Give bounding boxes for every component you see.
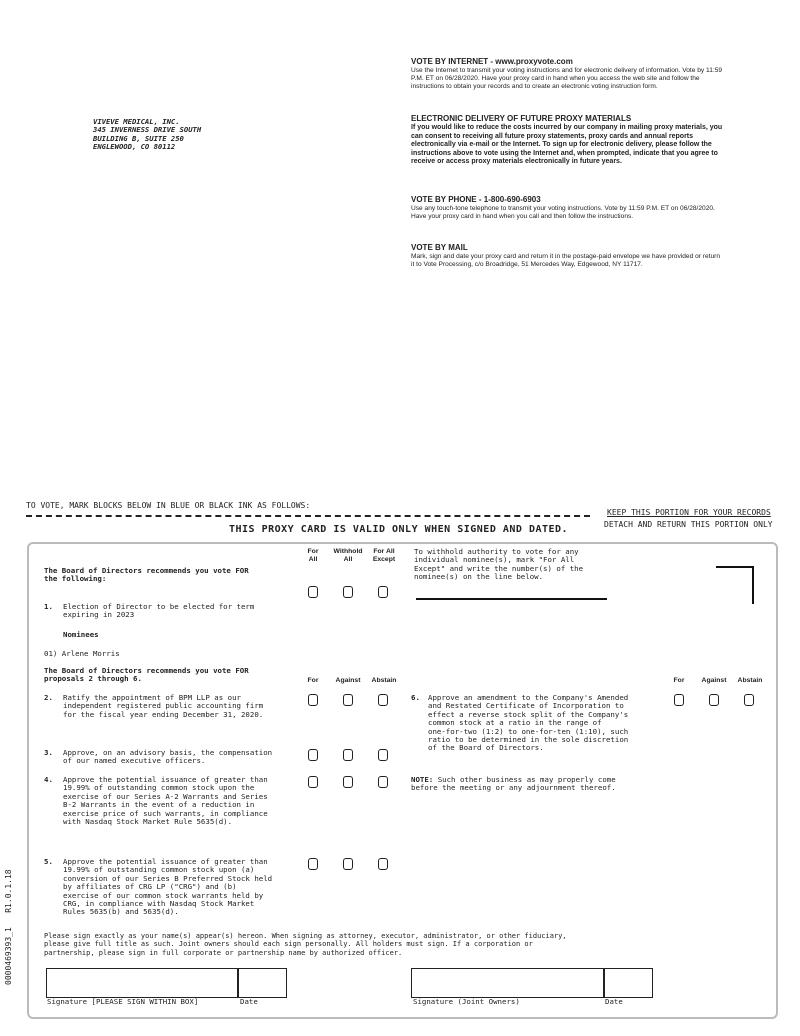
- signature-box[interactable]: [46, 968, 239, 998]
- col-for-right: For: [673, 677, 685, 684]
- item5-text: Approve the potential issuance of greater than 19.99% of outstanding common stock upon (a) conversion of our Series B Preferred Stock held by affiliates of CRG LP ("CRG") and (b) exercise of our common stock warrants held by CRG, in compliance with Nasdaq Stock Market Rules 5635(b) and 5635(d).: [63, 857, 273, 917]
- item1-withhold-all-checkbox[interactable]: [343, 586, 353, 598]
- item3-number: 3.: [44, 748, 53, 757]
- item4-number: 4.: [44, 775, 53, 784]
- internet-heading: VOTE BY INTERNET - www.proxyvote.com: [411, 57, 573, 66]
- item4-against-checkbox[interactable]: [343, 776, 353, 788]
- nominee-01: 01) Arlene Morris: [44, 649, 120, 658]
- item5-abstain-checkbox[interactable]: [378, 858, 388, 870]
- margin-code: 0000469393_1 R1.0.1.18: [4, 869, 13, 985]
- item1-text: Election of Director to be elected for term expiring in 2023: [63, 602, 255, 620]
- mail-heading: VOTE BY MAIL: [411, 243, 468, 252]
- internet-text: Use the Internet to transmit your voting instructions and for electronic delivery of information. Vote by 11:59 P.M. ET on 06/28/2020. Have your proxy card in hand when you access the web site and follow the instructions to obtain your records and to create an electronic voting instruction form.: [411, 67, 723, 91]
- vote-by-internet-section: [411, 57, 723, 92]
- edelivery-heading: ELECTRONIC DELIVERY OF FUTURE PROXY MATERIALS: [411, 114, 632, 123]
- board-recommendation-1: The Board of Directors recommends you vote FOR the following:: [44, 566, 249, 584]
- corner-mark: [716, 566, 754, 604]
- joint-signature-label: Signature (Joint Owners): [413, 997, 520, 1006]
- item1-for-all-except-checkbox[interactable]: [378, 586, 388, 598]
- col-against: Against: [335, 677, 361, 684]
- item4-abstain-checkbox[interactable]: [378, 776, 388, 788]
- detach-line: [26, 515, 590, 517]
- col-abstain-right: Abstain: [737, 677, 763, 684]
- vote-by-phone-section: [411, 195, 723, 221]
- item3-for-checkbox[interactable]: [308, 749, 318, 761]
- item1-number: 1.: [44, 602, 53, 611]
- valid-notice: THIS PROXY CARD IS VALID ONLY WHEN SIGNED AND DATED.: [229, 524, 569, 535]
- col-abstain: Abstain: [371, 677, 397, 684]
- signing-instructions: Please sign exactly as your name(s) appear(s) hereon. When signing as attorney, executor, administrator, or other fiduciary, please give full title as such. Joint owners should each sign personally. All holders must sign. If a corporation or partnership, please sign in full corporate or partnership name by authorized officer.: [44, 932, 567, 957]
- withhold-instructions: To withhold authority to vote for any individual nominee(s), mark "For All Except" and write the number(s) of the nominee(s) on the line below.: [414, 547, 584, 582]
- electronic-delivery-section: [411, 114, 723, 167]
- item6-for-checkbox[interactable]: [674, 694, 684, 706]
- col-against-right: Against: [701, 677, 727, 684]
- board-recommendation-2: The Board of Directors recommends you vote FOR proposals 2 through 6.: [44, 666, 249, 684]
- item6-text: Approve an amendment to the Company's Amended and Restated Certificate of Incorporation to effect a reverse stock split of the Company's common stock at a ratio in the range of one-for-two (1:2) to one-for-ten (1:10), such ratio to be determined in the sole discretion of the Board of Directors.: [428, 693, 629, 753]
- note: NOTE: Such other business as may properly come before the meeting or any adjournment thereof.: [411, 775, 616, 793]
- item5-number: 5.: [44, 857, 53, 866]
- date-label: Date: [240, 997, 258, 1006]
- col-for: For: [307, 677, 319, 684]
- item1-for-all-checkbox[interactable]: [308, 586, 318, 598]
- phone-text: Use any touch-tone telephone to transmit your voting instructions. Vote by 11:59 P.M. ET on 06/28/2020. Have your proxy card in hand when you call and then follow the instructions.: [411, 205, 715, 221]
- joint-date-box[interactable]: [603, 968, 653, 998]
- item5-for-checkbox[interactable]: [308, 858, 318, 870]
- detach-portion-label: DETACH AND RETURN THIS PORTION ONLY: [604, 520, 773, 529]
- item2-for-checkbox[interactable]: [308, 694, 318, 706]
- item2-text: Ratify the appointment of BPM LLP as our independent registered public accounting firm for the fiscal year ending December 31, 2020.: [63, 693, 264, 719]
- item5-against-checkbox[interactable]: [343, 858, 353, 870]
- to-vote-instruction: TO VOTE, MARK BLOCKS BELOW IN BLUE OR BLACK INK AS FOLLOWS:: [26, 501, 311, 510]
- item2-number: 2.: [44, 693, 53, 702]
- item4-for-checkbox[interactable]: [308, 776, 318, 788]
- col-for-all: For All: [307, 548, 319, 563]
- item6-number: 6.: [411, 693, 420, 702]
- nominees-label: Nominees: [63, 630, 99, 639]
- company-address: VIVEVE MEDICAL, INC. 345 INVERNESS DRIVE SOUTH BUILDING B, SUITE 250 ENGLEWOOD, CO 80112: [93, 117, 202, 152]
- item2-against-checkbox[interactable]: [343, 694, 353, 706]
- phone-heading: VOTE BY PHONE - 1-800-690-6903: [411, 195, 541, 204]
- date-box[interactable]: [237, 968, 287, 998]
- item3-text: Approve, on an advisory basis, the compensation of our named executive officers.: [63, 748, 273, 766]
- item6-abstain-checkbox[interactable]: [744, 694, 754, 706]
- joint-signature-box[interactable]: [411, 968, 605, 998]
- mail-text: Mark, sign and date your proxy card and return it in the postage-paid envelope we have provided or return it to Vote Processing, c/o Broadridge, 51 Mercedes Way, Edgewood, NY 11717.: [411, 253, 720, 269]
- item3-against-checkbox[interactable]: [343, 749, 353, 761]
- item3-abstain-checkbox[interactable]: [378, 749, 388, 761]
- joint-date-label: Date: [605, 997, 623, 1006]
- nominee-number-line[interactable]: [416, 598, 607, 600]
- col-for-all-except: For All Except: [372, 548, 396, 563]
- vote-by-mail-section: [411, 243, 723, 269]
- col-withhold-all: Withhold All: [333, 548, 363, 563]
- signature-label: Signature [PLEASE SIGN WITHIN BOX]: [47, 997, 199, 1006]
- keep-portion-label: KEEP THIS PORTION FOR YOUR RECORDS: [607, 508, 771, 517]
- item2-abstain-checkbox[interactable]: [378, 694, 388, 706]
- edelivery-text: If you would like to reduce the costs incurred by our company in mailing proxy materials, you can consent to receiving all future proxy statements, proxy cards and annual reports electronically via e-mail or the Internet. To sign up for electronic delivery, please follow the instructions above to vote using the Internet and, when prompted, indicate that you agree to receive or access proxy materials electronically in future years.: [411, 124, 723, 166]
- item6-against-checkbox[interactable]: [709, 694, 719, 706]
- item4-text: Approve the potential issuance of greater than 19.99% of outstanding common stock upon the exercise of our Series A-2 Warrants and Series B-2 Warrants in the event of a reduction in exercise price of such warrants, in compliance with Nasdaq Stock Market Rule 5635(d).: [63, 775, 268, 827]
